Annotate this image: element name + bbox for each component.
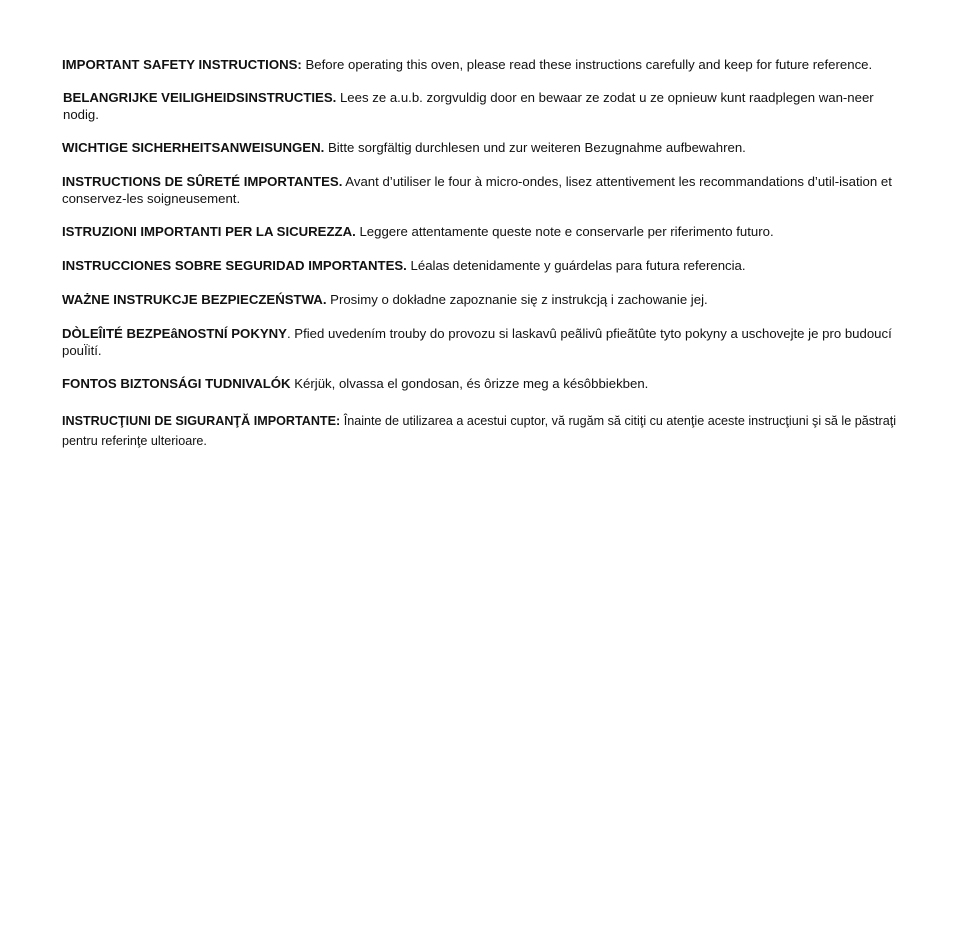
- instruction-body: Înainte de utilizarea a acestui cuptor, vă rugăm să citiţi cu atenţie aceste instrucţiuni şi să le păstraţi pentru referinţe ulterioare.: [62, 414, 897, 448]
- instruction-body: Léalas detenidamente y guárdelas para futura referencia.: [406, 258, 746, 273]
- instruction-body: Before operating this oven, please read these instructions carefully and keep for future reference.: [301, 57, 873, 72]
- safety-instructions-page: [62, 56, 898, 451]
- instruction-heading: BELANGRIJKE VEILIGHEIDSINSTRUCTIES.: [63, 90, 337, 105]
- instruction-heading: WAŻNE INSTRUKCJE BEZPIECZEŃSTWA.: [62, 292, 327, 307]
- instruction-en: [62, 56, 898, 73]
- instruction-heading: IMPORTANT SAFETY INSTRUCTIONS:: [62, 57, 302, 72]
- instruction-body: Leggere attentamente queste note e conservarle per riferimento futuro.: [355, 224, 774, 239]
- instruction-heading: ISTRUZIONI IMPORTANTI PER LA SICUREZZA.: [62, 224, 356, 239]
- instruction-body: Kérjük, olvassa el gondosan, és ôrizze meg a késôbbiekben.: [290, 376, 649, 391]
- instruction-it: [62, 223, 898, 240]
- instruction-heading: FONTOS BIZTONSÁGI TUDNIVALÓK: [62, 376, 291, 391]
- instruction-ro: [62, 411, 898, 451]
- instruction-pl: [62, 291, 898, 308]
- instruction-es: [62, 257, 898, 274]
- instruction-heading: INSTRUCCIONES SOBRE SEGURIDAD IMPORTANTES.: [62, 258, 407, 273]
- instruction-body: Prosimy o dokładne zapoznanie się z instrukcją i zachowanie jej.: [326, 292, 708, 307]
- instruction-body: Avant d’utiliser le four à micro-ondes, lisez attentivement les recommandations d’util-isation et conservez-les soigneusement.: [62, 174, 892, 206]
- instruction-heading: DÒLEÎITÉ BEZPEâNOSTNÍ POKYNY: [62, 326, 287, 341]
- instruction-body: . Pfied uvedením trouby do provozu si laskavû peãlivû pfieãtûte tyto pokyny a uschovejte je pro budoucí pouÏití.: [62, 326, 892, 358]
- instruction-de: [62, 139, 898, 156]
- instruction-body: Bitte sorgfältig durchlesen und zur weiteren Bezugnahme aufbewahren.: [324, 140, 746, 155]
- instruction-fr: [62, 173, 898, 207]
- instruction-heading: INSTRUCTIONS DE SÛRETÉ IMPORTANTES.: [62, 174, 343, 189]
- instruction-body: Lees ze a.u.b. zorgvuldig door en bewaar ze zodat u ze opnieuw kunt raadplegen wan-neer nodig.: [63, 90, 874, 122]
- instruction-heading: INSTRUCŢIUNI DE SIGURANŢĂ IMPORTANTE:: [62, 414, 341, 428]
- instruction-cz: [62, 325, 898, 359]
- instruction-heading: WICHTIGE SICHERHEITSANWEISUNGEN.: [62, 140, 325, 155]
- instruction-nl: [62, 89, 898, 123]
- instruction-hu: [62, 375, 898, 392]
